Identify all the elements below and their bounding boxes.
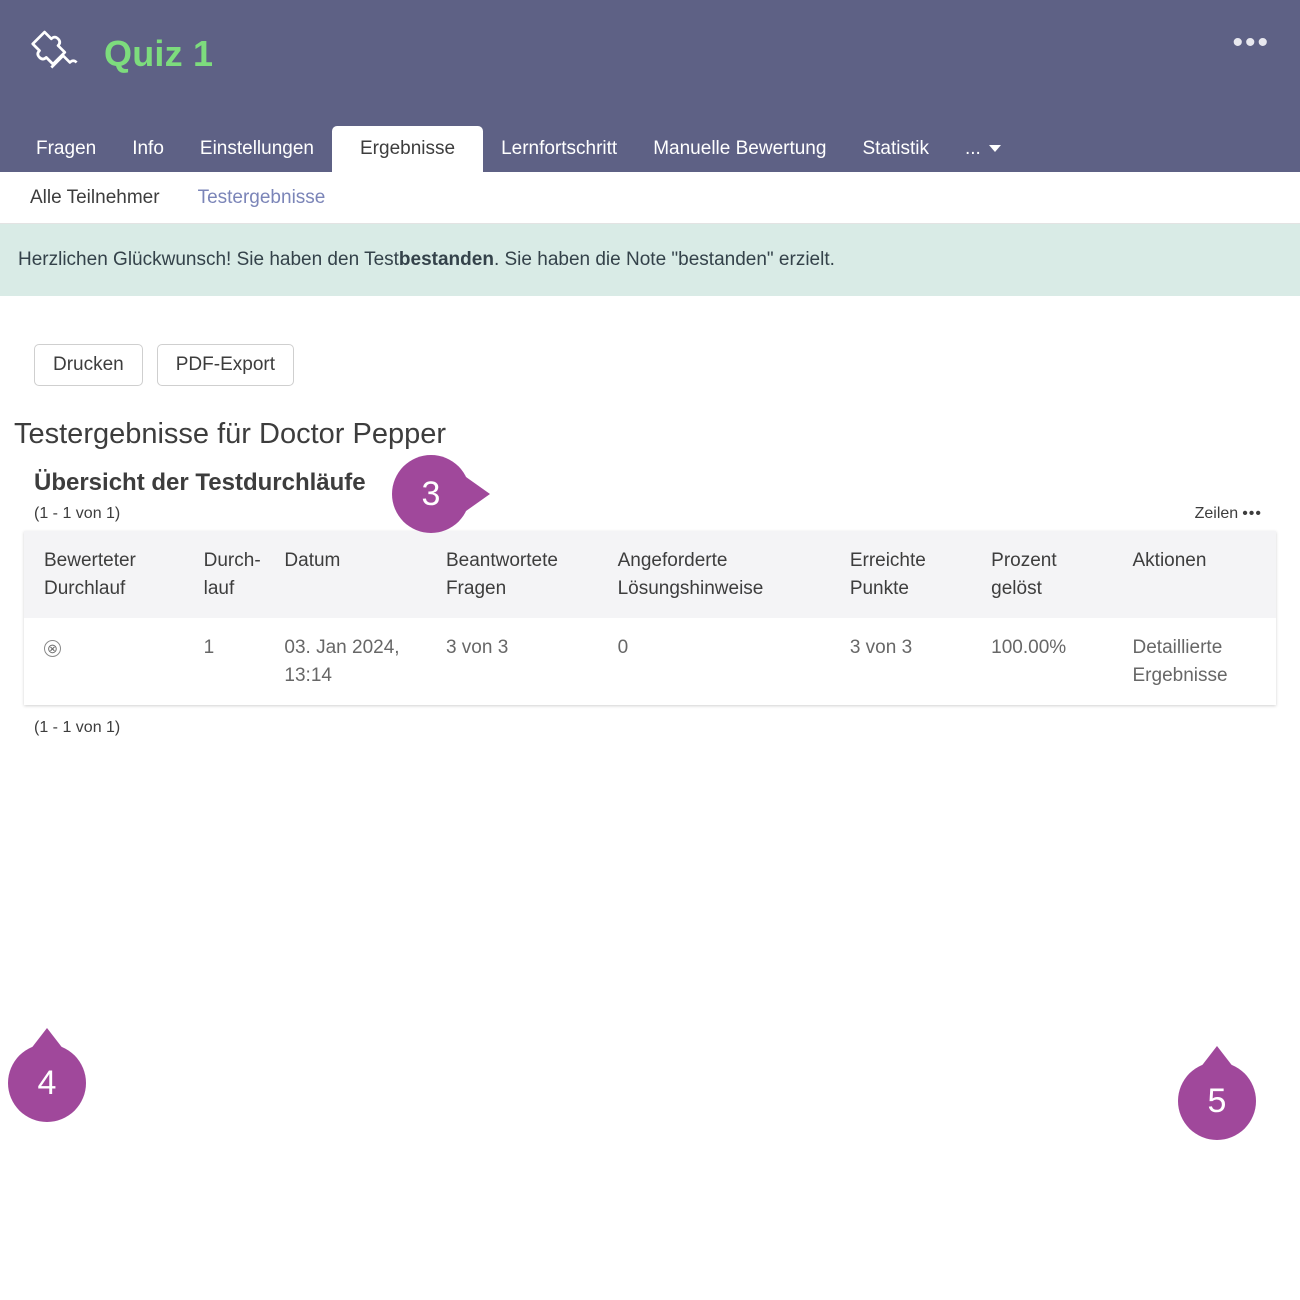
col-datum[interactable]: Datum bbox=[276, 531, 438, 618]
tab-more[interactable] bbox=[947, 126, 1009, 172]
success-alert bbox=[0, 224, 1300, 296]
rows-control[interactable] bbox=[1195, 505, 1262, 523]
section-heading: Übersicht der Testdurchläufe bbox=[34, 469, 366, 496]
results-table-head bbox=[24, 531, 1276, 618]
col-bewerteter-durchlauf[interactable]: Bewerteter Durchlauf bbox=[24, 531, 196, 618]
main-content bbox=[0, 344, 1300, 1120]
rows-control-dots-icon: ••• bbox=[1242, 505, 1262, 522]
cell-points-achieved: 3 von 3 bbox=[842, 618, 983, 705]
cell-percent-solved: 100.00% bbox=[983, 618, 1124, 705]
pdf-export-button[interactable]: PDF-Export bbox=[157, 344, 294, 386]
tab-info[interactable]: Info bbox=[132, 138, 164, 159]
cell-detailed-results-link[interactable]: Detaillierte Ergebnisse bbox=[1125, 618, 1277, 705]
subtab-testergebnisse[interactable]: Testergebnisse bbox=[197, 186, 326, 208]
cell-hints-requested: 0 bbox=[610, 618, 842, 705]
col-angeforderte-loesungshinweise[interactable]: Angeforderte Lösungshinweise bbox=[610, 531, 842, 618]
table-header-row bbox=[24, 531, 1276, 618]
col-erreichte-punkte[interactable]: Erreichte Punkte bbox=[842, 531, 983, 618]
col-durchlauf[interactable]: Durch- lauf bbox=[196, 531, 277, 618]
primary-tabbar bbox=[0, 108, 1300, 172]
row-count-top: (1 - 1 von 1) bbox=[34, 505, 121, 522]
alert-text-before: Herzlichen Glückwunsch! Sie haben den Test bbox=[18, 249, 399, 270]
tab-more-label: ... bbox=[964, 138, 981, 159]
tab-manuelle-bewertung[interactable]: Manuelle Bewertung bbox=[653, 138, 827, 159]
results-table bbox=[24, 531, 1276, 705]
cell-pass-number: 1 bbox=[196, 618, 277, 705]
results-table-wrapper bbox=[12, 531, 1288, 705]
callout-pin-4: 4 bbox=[8, 1044, 86, 1122]
tab-fragen[interactable]: Fragen bbox=[36, 138, 97, 159]
action-button-row bbox=[12, 344, 1288, 386]
cell-graded-marker bbox=[24, 618, 196, 705]
cell-answered-questions: 3 von 3 bbox=[438, 618, 610, 705]
row-count-bottom: (1 - 1 von 1) bbox=[34, 719, 121, 737]
results-table-body bbox=[24, 618, 1276, 705]
tab-ergebnisse[interactable]: Ergebnisse bbox=[332, 126, 483, 172]
kebab-menu-icon[interactable]: ••• bbox=[1232, 26, 1270, 59]
col-aktionen: Aktionen bbox=[1125, 531, 1277, 618]
app-header bbox=[0, 0, 1300, 108]
page-title: Quiz 1 bbox=[104, 33, 214, 74]
puzzle-icon bbox=[26, 27, 80, 81]
results-heading: Testergebnisse für Doctor Pepper bbox=[14, 418, 446, 450]
col-beantwortete-fragen[interactable]: Beantwortete Fragen bbox=[438, 531, 610, 618]
subtab-alle-teilnehmer[interactable]: Alle Teilnehmer bbox=[30, 186, 160, 208]
sub-tabbar bbox=[0, 172, 1300, 224]
alert-text-after: . Sie haben die Note "bestanden" erzielt. bbox=[493, 249, 835, 270]
tab-lernfortschritt[interactable]: Lernfortschritt bbox=[501, 138, 618, 159]
alert-text-bold: bestanden bbox=[398, 249, 494, 270]
callout-pin-5: 5 bbox=[1178, 1062, 1256, 1140]
graded-cross-icon[interactable]: ⊗ bbox=[44, 640, 61, 657]
tab-statistik[interactable]: Statistik bbox=[862, 138, 929, 159]
table-row bbox=[24, 618, 1276, 705]
col-prozent-geloest[interactable]: Prozent gelöst bbox=[983, 531, 1124, 618]
rows-control-label: Zeilen bbox=[1194, 505, 1239, 522]
callout-pin-3: 3 bbox=[392, 455, 470, 533]
tab-einstellungen[interactable]: Einstellungen bbox=[199, 138, 314, 159]
print-button[interactable]: Drucken bbox=[34, 344, 143, 386]
cell-date: 03. Jan 2024, 13:14 bbox=[276, 618, 438, 705]
chevron-down-icon bbox=[989, 145, 1001, 152]
